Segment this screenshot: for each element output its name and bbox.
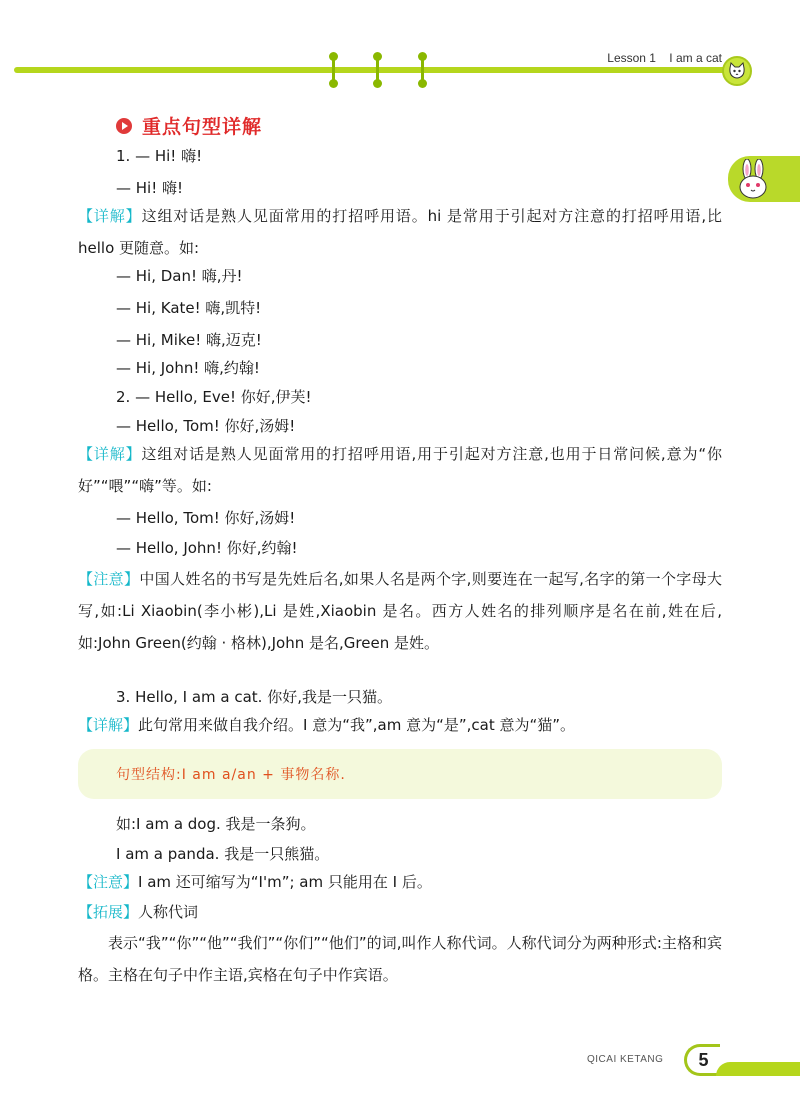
explanation-paragraph bbox=[78, 200, 722, 264]
extension-heading: 人称代词 bbox=[138, 903, 199, 921]
tag-label: 【拓展】 bbox=[78, 903, 139, 921]
explanation-paragraph bbox=[78, 709, 722, 741]
tag-label: 【详解】 bbox=[78, 445, 142, 463]
footer-swoosh bbox=[716, 1062, 800, 1076]
explanation-paragraph bbox=[78, 438, 722, 502]
page-number: 5 bbox=[684, 1044, 720, 1076]
example-line: 如:I am a dog. 我是一条狗。 bbox=[116, 815, 316, 833]
dialog-line: 3. Hello, I am a cat. 你好,我是一只猫。 bbox=[116, 688, 392, 706]
tag-label: 【详解】 bbox=[78, 716, 139, 734]
section-title bbox=[116, 112, 262, 139]
lesson-title: Lesson 1 I am a cat bbox=[607, 51, 722, 65]
note-text: 中国人姓名的书写是先姓后名,如果人名是两个字,则要连在一起写,名字的第一个字母大写,如:Li Xiaobin(李小彬),Li 是姓,Xiaobin 是名。西方人姓名的排列顺序是名在前,姓在后,如:John Green(约翰 · 格林),John 是名,Green 是姓。 bbox=[78, 570, 722, 652]
dialog-line: — Hello, John! 你好,约翰! bbox=[116, 539, 298, 557]
dialog-line: — Hi, John! 嗨,约翰! bbox=[116, 359, 260, 377]
binder-ring-icon bbox=[418, 52, 426, 88]
binder-ring-icon bbox=[329, 52, 337, 88]
dialog-line: — Hello, Tom! 你好,汤姆! bbox=[116, 417, 296, 435]
binder-ring-icon bbox=[373, 52, 381, 88]
tag-label: 【详解】 bbox=[78, 207, 142, 225]
extension-text: 表示“我”“你”“他”“我们”“你们”“他们”的词,叫作人称代词。人称代词分为两种形式:主格和宾格。主格在句子中作主语,宾格在句子中作宾语。 bbox=[78, 934, 722, 984]
dialog-line: 1. — Hi! 嗨! bbox=[116, 147, 203, 165]
dialog-line: — Hi, Dan! 嗨,丹! bbox=[116, 267, 243, 285]
dialog-line: — Hi, Kate! 嗨,凯特! bbox=[116, 299, 262, 317]
sentence-pattern: 句型结构:I am a/an + 事物名称. bbox=[116, 767, 346, 783]
section-title-text: 重点句型详解 bbox=[142, 116, 263, 138]
explanation-text: 此句常用来做自我介绍。I 意为“我”,am 意为“是”,cat 意为“猫”。 bbox=[138, 716, 576, 734]
note-text: I am 还可缩写为“I'm”; am 只能用在 I 后。 bbox=[138, 873, 432, 891]
extension-paragraph bbox=[78, 896, 722, 928]
explanation-text: 这组对话是熟人见面常用的打招呼用语。hi 是常用于引起对方注意的打招呼用语,比 hello 更随意。如: bbox=[78, 207, 722, 257]
dialog-line: — Hi! 嗨! bbox=[116, 179, 184, 197]
tag-label: 【注意】 bbox=[78, 570, 140, 588]
dialog-line: 2. — Hello, Eve! 你好,伊芙! bbox=[116, 388, 312, 406]
dialog-line: — Hello, Tom! 你好,汤姆! bbox=[116, 509, 296, 527]
tag-label: 【注意】 bbox=[78, 873, 139, 891]
dialog-line: — Hi, Mike! 嗨,迈克! bbox=[116, 331, 262, 349]
cat-face-icon bbox=[722, 56, 752, 86]
example-line: I am a panda. 我是一只熊猫。 bbox=[116, 845, 330, 863]
explanation-text: 这组对话是熟人见面常用的打招呼用语,用于引起对方注意,也用于日常问候,意为“你好”“喂”“嗨”等。如: bbox=[78, 445, 722, 495]
note-paragraph bbox=[78, 563, 722, 659]
play-bullet-icon bbox=[116, 118, 132, 134]
bunny-icon bbox=[735, 159, 771, 199]
note-paragraph bbox=[78, 866, 722, 898]
footer-brand: QICAI KETANG bbox=[587, 1054, 664, 1065]
